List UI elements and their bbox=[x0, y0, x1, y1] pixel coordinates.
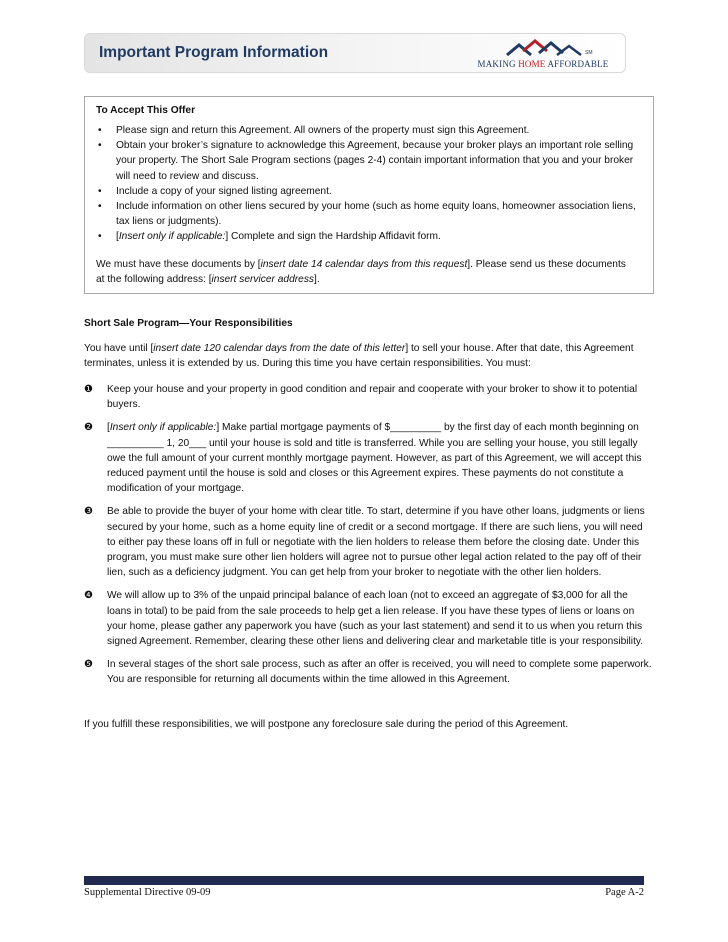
service-mark: SM bbox=[585, 50, 593, 56]
list-item: • [Insert only if applicable:] Complete and sign the Hardship Affidavit form. bbox=[96, 229, 644, 244]
header-banner bbox=[84, 33, 626, 73]
bullet-icon: • bbox=[98, 231, 102, 243]
list-item: • Please sign and return this Agreement. All owners of the property must sign this Agreement. bbox=[96, 123, 644, 138]
list-item: • Obtain your broker’s signature to acknowledge this Agreement, because your broker plays an important role selling your property. The Short Sale Program sections (pages 2-4) contain important information that you and your broker will need to review and discuss. bbox=[98, 140, 634, 182]
number-one-icon: ❶ bbox=[84, 384, 94, 395]
list-item: ❹ We will allow up to 3% of the unpaid principal balance of each loan (not to exceed an aggregate of $3,000 for all the loans in total) to be paid from the sale proceeds to help get a lien release. If you have these types of liens or loans on your home, please gather any paperwork you have (such as your last statement) and send it to us when you return this signed Agreement. Remember, clearing these other liens and delivering clear and marketable title is your responsibility. bbox=[84, 590, 644, 648]
bullet-icon: • bbox=[98, 201, 102, 213]
list-item: ❷ [Insert only if applicable:] Make partial mortgage payments of $_________ by the first day of each month beginning on __________ 1, 20___ until your house is sold and title is transferred. While you are selling your house, you still legally owe the full amount of your current monthly mortgage payment. However, as part of this Agreement, we will accept this reduced payment until the house is sold and closes or this Agreement expires. These payments do not constitute a modification of your mortgage. bbox=[84, 422, 642, 495]
page-number: Page A-2 bbox=[605, 887, 644, 898]
closing-paragraph: If you fulfill these responsibilities, we will postpone any foreclosure sale during the period of this Agreement. bbox=[84, 719, 569, 730]
list-item: • Include a copy of your signed listing agreement. bbox=[96, 184, 644, 199]
number-two-icon: ❷ bbox=[84, 422, 94, 434]
footer-directive: Supplemental Directive 09-09 bbox=[84, 887, 211, 898]
list-item: ❺ In several stages of the short sale process, such as after an offer is received, you will need to complete some paperwork. You are responsible for returning all documents within the time allowed in this Agreement. bbox=[84, 659, 652, 686]
documents-deadline-paragraph: We must have these documents by [insert date 14 calendar days from this request]. Please send us these documents at the following address: [insert servicer address]. bbox=[96, 259, 626, 286]
responsibilities-list bbox=[84, 382, 654, 696]
accept-offer-box bbox=[84, 96, 654, 294]
page-title: Important Program Information bbox=[99, 44, 329, 61]
responsibilities-heading: Short Sale Program—Your Responsibilities bbox=[84, 318, 293, 329]
accept-offer-list bbox=[96, 123, 644, 245]
logo-wordmark: MAKING HOME AFFORDABLE bbox=[477, 59, 609, 69]
responsibilities-intro: You have until [insert date 120 calendar days from the date of this letter] to sell your house. After that date, this Agreement terminates, unless it is extended by us. During this time you have certain responsibilities. You must: bbox=[84, 343, 634, 370]
accept-offer-heading: To Accept This Offer bbox=[96, 105, 196, 116]
number-five-icon: ❺ bbox=[84, 659, 94, 671]
list-item: ❶ Keep your house and your property in good condition and repair and cooperate with your broker to show it to potential buyers. bbox=[84, 384, 638, 411]
footer-rule bbox=[84, 876, 644, 885]
making-home-affordable-logo bbox=[473, 37, 613, 71]
number-three-icon: ❸ bbox=[84, 506, 94, 518]
list-item: ❸ Be able to provide the buyer of your home with clear title. To start, determine if you have other loans, judgments or liens secured by your home, such as a home equity line of credit or a second mortgage. If there are such liens, you will need to either pay these loans off in full or negotiate with the lien holders to release them before the closing date. Under this program, you must make sure other lien holders will agree not to pursue other legal action related to the pay off of their lien, such as a deficiency judgment. You can get help from your broker to negotiate with the other lien holders. bbox=[84, 506, 645, 579]
bullet-icon: • bbox=[98, 140, 102, 152]
number-four-icon: ❹ bbox=[84, 590, 94, 602]
bullet-icon: • bbox=[98, 125, 102, 136]
list-item: • Include information on other liens secured by your home (such as home equity loans, homeowner association liens, tax liens or judgments). bbox=[98, 201, 636, 228]
bullet-icon: • bbox=[98, 185, 102, 197]
house-roofs-icon bbox=[473, 37, 613, 59]
